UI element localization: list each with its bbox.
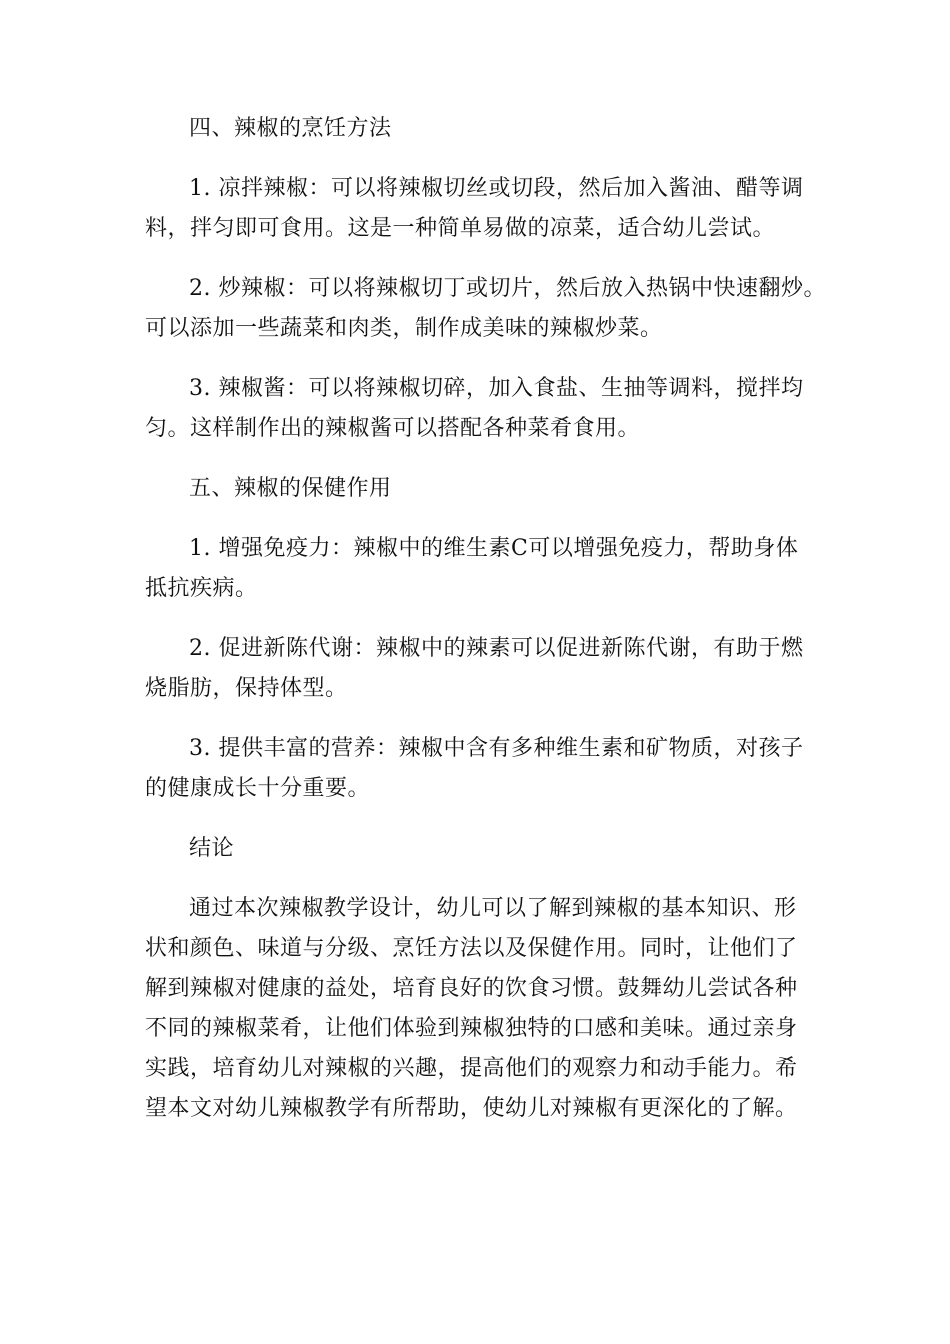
paragraph-health-1	[145, 529, 815, 609]
paragraph-health-3	[145, 729, 815, 809]
paragraph-line: 1. 增强免疫力：辣椒中的维生素C可以增强免疫力，帮助身体	[189, 536, 799, 561]
paragraph-line: 2. 促进新陈代谢：辣椒中的辣素可以促进新陈代谢，有助于燃	[189, 636, 804, 661]
paragraph-line: 状和颜色、味道与分级、烹饪方法以及保健作用。同时，让他们了	[145, 936, 798, 961]
paragraph-cooking-3	[145, 369, 815, 449]
paragraph-line: 解到辣椒对健康的益处，培育良好的饮食习惯。鼓舞幼儿尝试各种	[145, 976, 798, 1001]
paragraph-line: 可以添加一些蔬菜和肉类，制作成美味的辣椒炒菜。	[145, 316, 663, 341]
paragraph-line: 料，拌匀即可食用。这是一种简单易做的凉菜，适合幼儿尝试。	[145, 216, 776, 241]
paragraph-line: 3. 辣椒酱：可以将辣椒切碎，加入食盐、生抽等调料，搅拌均	[189, 376, 804, 401]
paragraph-line: 3. 提供丰富的营养：辣椒中含有多种维生素和矿物质，对孩子	[189, 736, 804, 761]
section-heading-cooking: 四、辣椒的烹饪方法	[189, 116, 392, 141]
paragraph-line: 抵抗疾病。	[145, 576, 258, 601]
paragraph-line: 1. 凉拌辣椒：可以将辣椒切丝或切段，然后加入酱油、醋等调	[189, 176, 804, 201]
section-heading-health: 五、辣椒的保健作用	[189, 476, 392, 501]
paragraph-line: 匀。这样制作出的辣椒酱可以搭配各种菜肴食用。	[145, 416, 641, 441]
paragraph-line: 2. 炒辣椒：可以将辣椒切丁或切片，然后放入热锅中快速翻炒。	[189, 276, 826, 301]
paragraph-line: 实践，培育幼儿对辣椒的兴趣，提高他们的观察力和动手能力。希	[145, 1056, 798, 1081]
section-heading-conclusion: 结论	[189, 836, 235, 861]
paragraph-cooking-2	[145, 269, 826, 349]
paragraph-conclusion	[145, 889, 815, 1129]
paragraph-cooking-1	[145, 169, 815, 249]
paragraph-line: 烧脂肪，保持体型。	[145, 676, 348, 701]
document-page	[145, 109, 826, 1129]
paragraph-line: 望本文对幼儿辣椒教学有所帮助，使幼儿对辣椒有更深化的了解。	[145, 1096, 798, 1121]
paragraph-line: 不同的辣椒菜肴，让他们体验到辣椒独特的口感和美味。通过亲身	[145, 1016, 798, 1041]
paragraph-health-2	[145, 629, 815, 709]
paragraph-line: 的健康成长十分重要。	[145, 776, 371, 801]
paragraph-line: 通过本次辣椒教学设计，幼儿可以了解到辣椒的基本知识、形	[189, 896, 797, 921]
